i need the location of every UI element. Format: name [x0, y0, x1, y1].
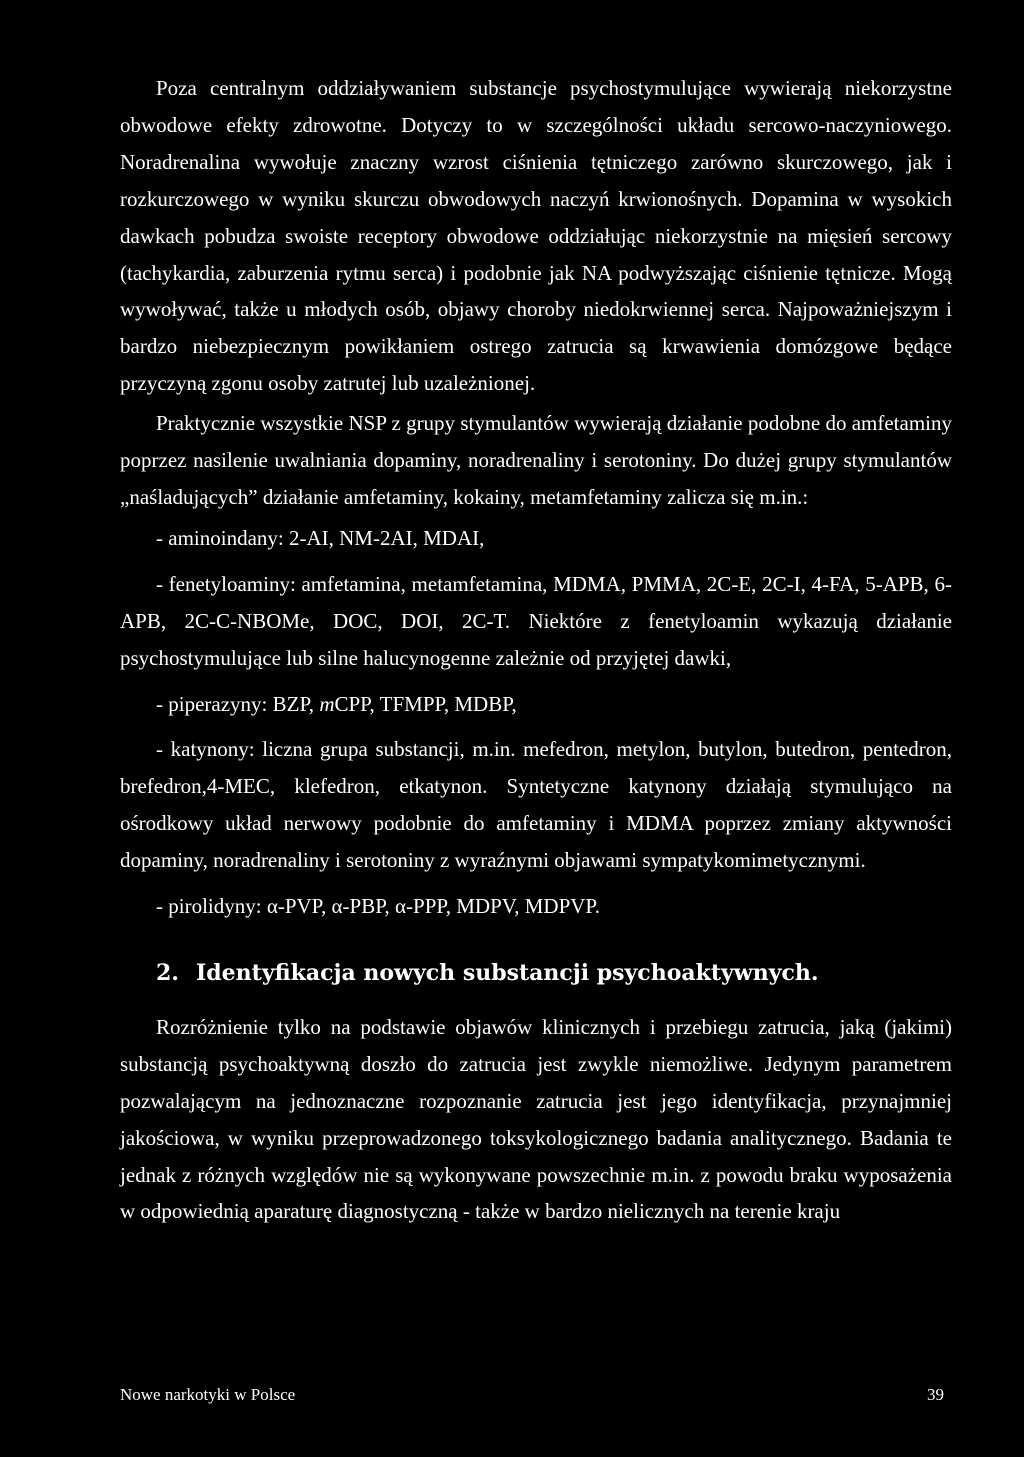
piperazyny-prefix: - piperazyny: BZP,	[156, 691, 320, 716]
page-footer	[120, 1384, 944, 1406]
footer-title: Nowe narkotyki w Polsce	[120, 1385, 296, 1404]
paragraph-peripheral-effects: Poza centralnym oddziaływaniem substancje psychostymulujące wywierają niekorzystne obwodowe efekty zdrowotne. Dotyczy to w szczególności układu sercowo-naczyniowego. Noradrenalina wywołuje znaczny wzrost ciśnienia tętniczego zarówno skurczowego, jak i rozkurczowego w wyniku skurczu obwodowych naczyń krwionośnych. Dopamina w wysokich dawkach pobudza swoiste receptory obwodowe oddziałując niekorzystnie na mięsień sercowy (tachykardia, zaburzenia rytmu serca) i podobnie jak NA podwyższając ciśnienie tętnicze. Mogą wywoływać, także u młodych osób, objawy choroby niedokrwiennej serca. Najpoważniejszym i bardzo niebezpiecznym powikłaniem ostrego zatrucia są krwawienia domózgowe będące przyczyną zgonu osoby zatrutej lub uzależnionej.	[120, 76, 952, 396]
page-number: 39	[927, 1385, 944, 1404]
piperazyny-italic: m	[319, 691, 335, 716]
list-item-piperazyny	[120, 686, 952, 723]
list-item-pirolidyny: - pirolidyny: α-PVP, α-PBP, α-PPP, MDPV, MDPVP.	[156, 894, 601, 919]
section-heading	[120, 955, 952, 991]
section-number: 2.	[156, 959, 179, 986]
list-item-aminoindany: - aminoindany: 2-AI, NM-2AI, MDAI,	[156, 525, 485, 550]
list-item-katynony: - katynony: liczna grupa substancji, m.in. mefedron, metylon, butylon, butedron, pentedron, brefedron,4-MEC, klefedron, etkatynon. Syntetyczne katynony działają stymulująco na ośrodkowy układ nerwowy podobnie do amfetaminy i MDMA poprzez zmiany aktywności dopaminy, noradrenaliny i serotoniny z wyraźnymi objawami sympatykomimetycznymi.	[120, 737, 952, 873]
paragraph-stimulants-overview: Praktycznie wszystkie NSP z grupy stymulantów wywierają działanie podobne do amfetaminy poprzez nasilenie uwalniania dopaminy, noradrenaliny i serotoniny. Do dużej grupy stymulantów „naśladujących” działanie amfetaminy, kokainy, metamfetaminy zalicza się m.in.:	[120, 411, 952, 509]
piperazyny-suffix: CPP, TFMPP, MDBP,	[334, 691, 517, 716]
list-item-fenetyloaminy: - fenetyloaminy: amfetamina, metamfetamina, MDMA, PMMA, 2C-E, 2C-I, 4-FA, 5-APB, 6-APB, 2C-C-NBOMe, DOC, DOI, 2C-T. Niektóre z fenetyloamin wykazują działanie psychostymulujące lub silne halucynogenne zależnie od przyjętej dawki,	[120, 571, 952, 670]
paragraph-identification: Rozróżnienie tylko na podstawie objawów klinicznych i przebiegu zatrucia, jaką (jakimi) substancją psychoaktywną doszło do zatrucia jest zwykle niemożliwe. Jedynym parametrem pozwalającym na jednoznaczne rozpoznanie zatrucia jest jego identyfikacja, przynajmniej jakościowa, w wyniku przeprowadzonego toksykologicznego badania analitycznego. Badania te jednak z różnych względów nie są wykonywane powszechnie m.in. z powodu braku wyposażenia w odpowiednią aparaturę diagnostyczną - także w bardzo nielicznych na terenie kraju	[120, 1014, 952, 1224]
section-title: Identyfikacja nowych substancji psychoaktywnych.	[196, 959, 819, 986]
page-body	[120, 70, 952, 1230]
